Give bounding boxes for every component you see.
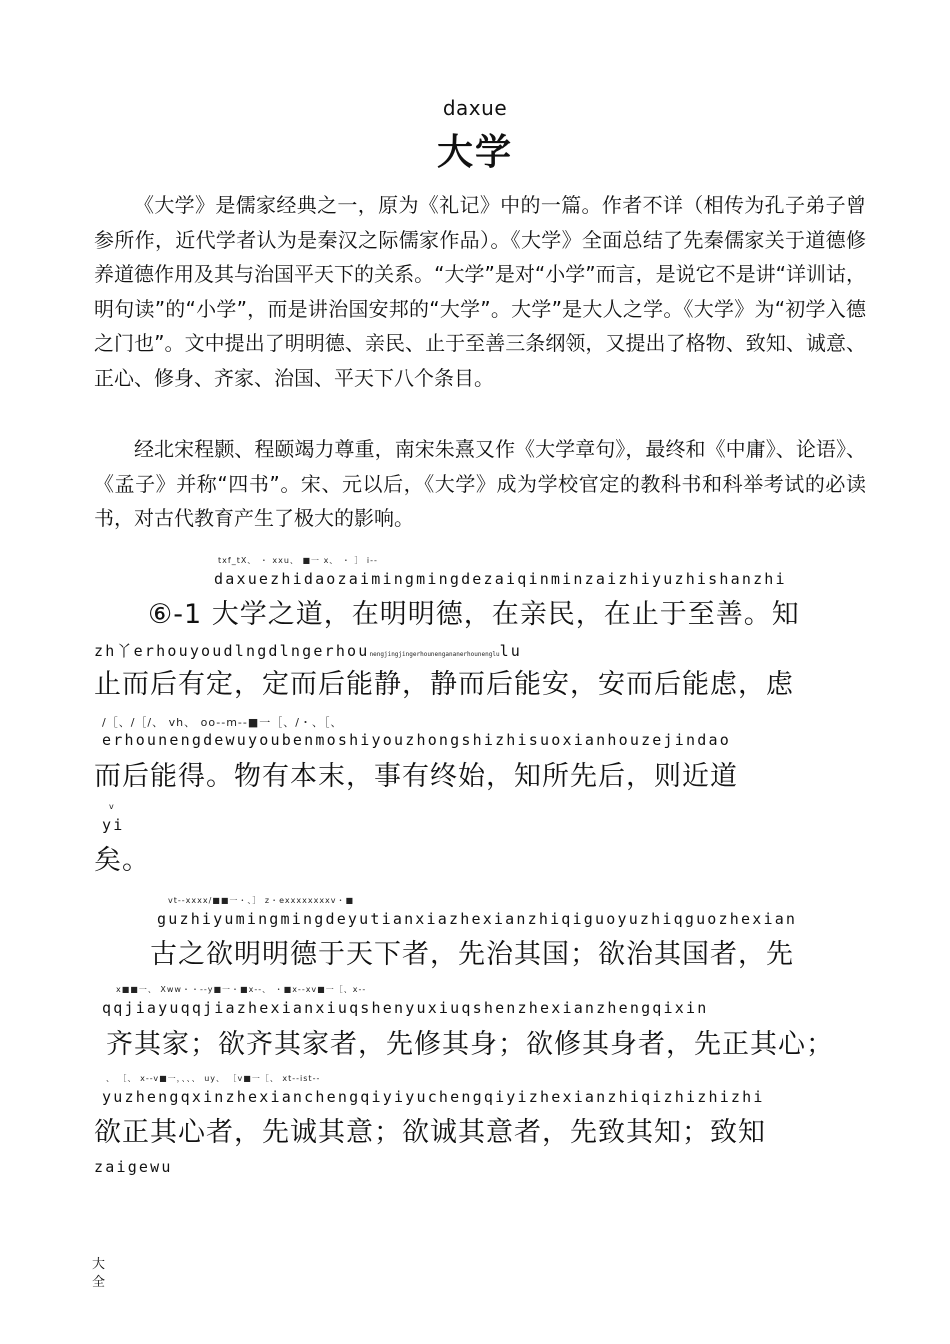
- page-title: 大学: [436, 132, 513, 173]
- pinyin-line: guzhiyumingmingdeyutianxiazhexianzhiqiguoyuzhiqguozhexian: [157, 910, 798, 928]
- ocr-noise-segment: nengjingjingerhounengananerhounenglu: [369, 651, 500, 658]
- verse-line: 欲正其心者，先诚其意；欲诚其意者，先致其知；致知: [94, 1117, 766, 1148]
- pinyin-segment: lu: [499, 642, 523, 660]
- verse-line: 矣。: [94, 845, 150, 876]
- pinyin-line: qqjiayuqqjiazhexianxiuqshenyuxiuqshenzhexianzhengqixin: [102, 999, 709, 1017]
- verse-line: 止而后有定，定而后能静，静而后能安，安而后能虑，虑: [94, 669, 794, 700]
- pinyin-line: daxuezhidaozaimingmingdezaiqinminzaizhiyuzhishanzhi: [214, 570, 787, 588]
- ocr-noise-line: x■■一、 Xww・・--y■一・■x--、 ・■x--xv■一［、x--: [116, 985, 367, 994]
- verse-line: 古之欲明明德于天下者，先治其国；欲治其国者，先: [150, 939, 794, 970]
- title-pinyin: daxue: [442, 96, 508, 120]
- page-footer: 大全: [92, 1257, 106, 1290]
- ocr-noise-line: vt--xxxx/■■一・、］ z・exxxxxxxxv・■: [168, 896, 355, 905]
- pinyin-line: erhounengdewuyoubenmoshiyouzhongshizhisuoxianhouzejindao: [102, 731, 731, 749]
- verse-line: 齐其家；欲齐其家者，先修其身；欲修其身者，先正其心；: [106, 1029, 834, 1060]
- ocr-noise-line: v: [109, 802, 115, 811]
- intro-paragraph-2: [94, 432, 866, 536]
- pinyin-line: [94, 640, 522, 661]
- pinyin-segment: zh丫erhouyoudlngdlngerhou: [94, 642, 370, 660]
- pinyin-line: yuzhengqxinzhexianchengqiyiyuchengqiyizhexianzhiqizhizhizhi: [102, 1088, 765, 1106]
- ocr-noise-line: 、 ［、 x--v■一，、、、 uy、 ［v■一［、 xt--ist--: [106, 1074, 321, 1083]
- verse-line: 而后能得。物有本末，事有终始，知所先后，则近道: [94, 761, 738, 792]
- pinyin-line: yi: [102, 816, 125, 834]
- ocr-noise-line: txf_tX、 ・ xxu、 ■一 x、 ・ ］ i--: [218, 556, 378, 565]
- verse-line: ⑥-1 大学之道，在明明德，在亲民，在止于至善。知: [148, 599, 800, 630]
- intro-paragraph-1: [94, 188, 866, 396]
- intro-text-1: 《大学》是儒家经典之一，原为《礼记》中的一篇。作者不详（相传为孔子弟子曾参所作，近代学者认为是秦汉之际儒家作品）。《大学》全面总结了先秦儒家关于道德修养道德作用及其与治国平天下的关系。“大学”是对“小学”而言，是说它不是讲“详训诂，明句读”的“小学”，而是讲治国安邦的“大学”。大学”是大人之学。《大学》为“初学入德之门也”。文中提出了明明德、亲民、止于至善三条纲领，又提出了格物、致知、诚意、正心、修身、齐家、治国、平天下八个条目。: [94, 193, 866, 390]
- ocr-noise-line: /［、/［/、 vh、 oo--m--■一［、/・、［、: [102, 716, 343, 729]
- pinyin-line: zaigewu: [94, 1158, 173, 1176]
- intro-text-2: 经北宋程颢、程颐竭力尊重，南宋朱熹又作《大学章句》，最终和《中庸》、论语》、《孟子》并称“四书”。宋、元以后，《大学》成为学校官定的教科书和科举考试的必读书，对古代教育产生了极大的影响。: [94, 437, 866, 531]
